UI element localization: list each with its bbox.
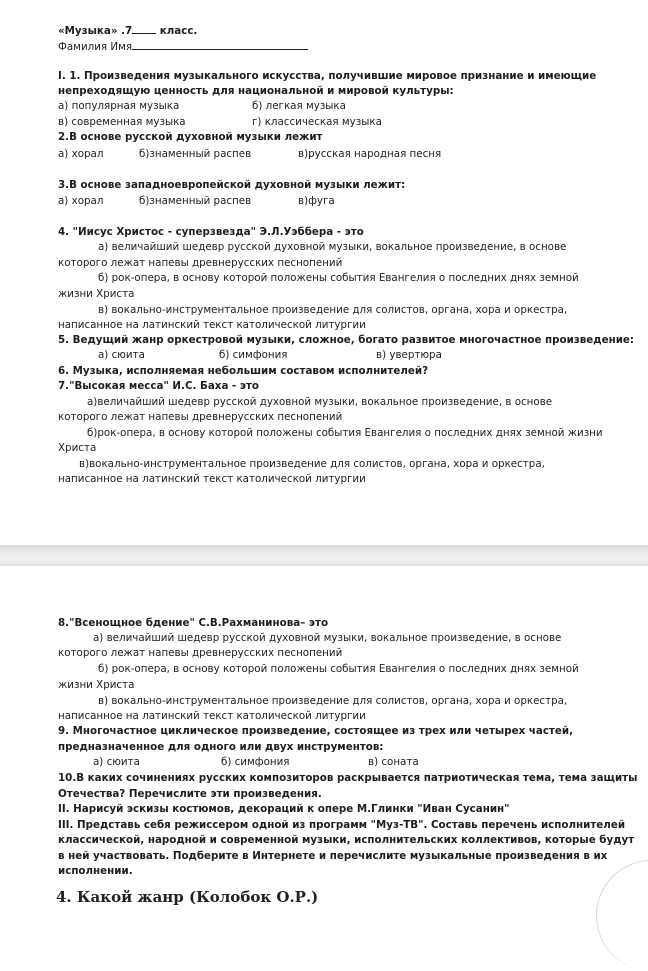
q8-option-c-line1: в) вокально-инструментальное произведение для солистов, органа, хора и оркестра,: [98, 695, 568, 707]
page-separator: [0, 545, 648, 566]
q5-option-a: а) сюита: [98, 349, 145, 361]
q1-title-line1: I. 1. Произведения музыкального искусства, получившие мировое признание и имеющие: [58, 70, 597, 82]
q2-option-b: б)знаменный распев: [139, 148, 252, 160]
q5-option-c: в) увертюра: [376, 349, 442, 361]
q3-option-c: в)фуга: [298, 195, 335, 207]
q9-option-b: б) симфония: [221, 756, 290, 768]
q7-option-c-line2: написанное на латинский текст католической литургии: [58, 473, 366, 485]
q9-option-a: а) сюита: [93, 756, 140, 768]
class-label: класс.: [156, 25, 198, 37]
q2-title: 2.В основе русской духовной музыки лежит: [58, 131, 323, 143]
q3-option-a: а) хорал: [58, 195, 104, 207]
student-name-line: [58, 40, 308, 52]
q8-title: 8."Всенощное бдение" С.В.Рахманинова– это: [58, 617, 329, 629]
q7-option-c-line1: в)вокально-инструментальное произведение для солистов, органа, хора и оркестра,: [79, 458, 545, 470]
q4-option-c-line2: написанное на латинский текст католической литургии: [58, 319, 366, 331]
q3-title: 3.В основе западноевропейской духовной музыки лежит:: [58, 179, 406, 191]
q4-option-a-line2: которого лежат напевы древнерусских песнопений: [58, 257, 343, 269]
q1-title-line2: непреходящую ценность для национальной и мировой культуры:: [58, 85, 454, 97]
task-3-line1: III. Представь себя режиссером одной из программ "Муз-ТВ". Составь перечень исполнителей: [58, 819, 626, 831]
q8-option-a-line1: а) величайший шедевр русской духовной музыки, вокальное произведение, в основе: [93, 632, 562, 644]
task-2: II. Нарисуй эскизы костюмов, декораций к опере М.Глинки "Иван Сусанин": [58, 803, 510, 815]
q1-option-c: в) современная музыка: [58, 116, 186, 128]
q6-title: 6. Музыка, исполняемая небольшим составом исполнителей?: [58, 365, 429, 377]
subject-title: [58, 24, 197, 36]
q5-option-b: б) симфония: [219, 349, 288, 361]
q3-option-b: б)знаменный распев: [139, 195, 252, 207]
q4-title: 4. "Иисус Христос - суперзвезда" Э.Л.Уэббера - это: [58, 226, 364, 238]
q7-title: 7."Высокая месса" И.С. Баха - это: [58, 380, 259, 392]
q1-option-d: г) классическая музыка: [252, 116, 382, 128]
name-blank[interactable]: [132, 40, 308, 50]
q10-line2: Отечества? Перечислите эти произведения.: [58, 788, 322, 800]
q2-option-a: а) хорал: [58, 148, 104, 160]
q9-option-c: в) соната: [368, 756, 419, 768]
q5-title: 5. Ведущий жанр оркестровой музыки, сложное, богато развитое многочастное произведение:: [58, 334, 635, 346]
q4-option-b-line2: жизни Христа: [58, 288, 135, 300]
q8-option-c-line2: написанное на латинский текст католической литургии: [58, 710, 366, 722]
q2-option-c: в)русская народная песня: [298, 148, 442, 160]
task-3-line3: в ней участвовать. Подберите в Интернете и перечислите музыкальные произведения в их: [58, 850, 608, 862]
q8-option-b-line1: б) рок-опера, в основу которой положены события Евангелия о последних днях земной: [98, 663, 579, 675]
task-3-line2: классической, народной и современной музыки, исполнительских коллективов, которые будут: [58, 834, 635, 846]
subject-label: «Музыка» .7: [58, 25, 133, 37]
q8-option-a-line2: которого лежат напевы древнерусских песнопений: [58, 647, 343, 659]
q4-option-b-line1: б) рок-опера, в основу которой положены события Евангелия о последних днях земной: [98, 272, 579, 284]
q9-title-line1: 9. Многочастное циклическое произведение, состоящее из трех или четырех частей,: [58, 725, 574, 737]
q7-option-a-line1: а)величайший шедевр русской духовной музыки, вокальное произведение, в основе: [87, 396, 553, 408]
task-3-line4: исполнении.: [58, 865, 133, 877]
q4-option-a-line1: а) величайший шедевр русской духовной музыки, вокальное произведение, в основе: [98, 241, 567, 253]
q4-option-c-line1: в) вокально-инструментальное произведение для солистов, органа, хора и оркестра,: [98, 304, 568, 316]
q7-option-a-line2: которого лежат напевы древнерусских песнопений: [58, 411, 343, 423]
cut-off-line: 4. Какой жанр (Колобок О.Р.): [56, 888, 319, 906]
name-label: Фамилия Имя: [58, 41, 133, 53]
q7-option-b-line2: Христа: [58, 442, 97, 454]
q9-title-line2: предназначенное для одного или двух инструментов:: [58, 741, 384, 753]
q1-option-a: а) популярная музыка: [58, 100, 180, 112]
class-number-blank[interactable]: [132, 24, 156, 34]
q10-line1: 10.В каких сочинениях русских композиторов раскрывается патриотическая тема, тема защиты: [58, 772, 638, 784]
q8-option-b-line2: жизни Христа: [58, 679, 135, 691]
q7-option-b-line1: б)рок-опера, в основу которой положены события Евангелия о последних днях земной жизни: [87, 427, 603, 439]
q1-option-b: б) легкая музыка: [252, 100, 346, 112]
